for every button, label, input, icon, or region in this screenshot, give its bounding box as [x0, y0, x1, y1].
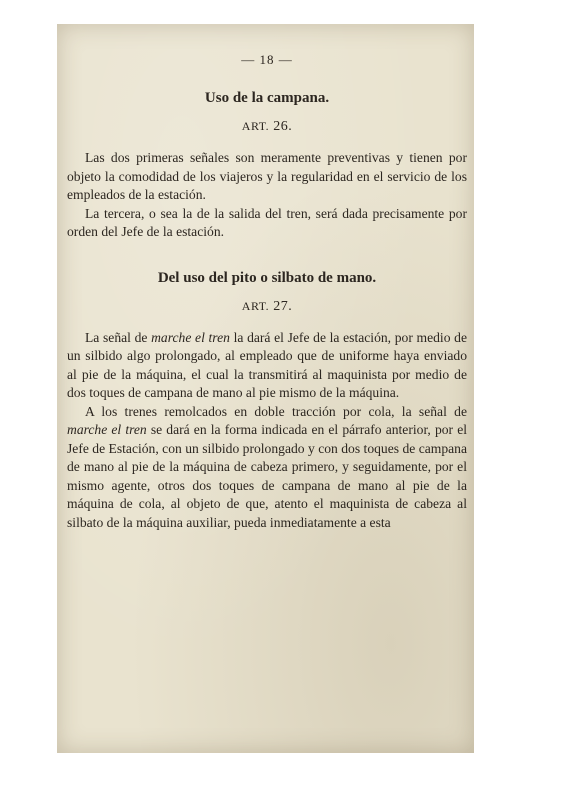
section-gap: [67, 242, 467, 270]
section-heading-pito: Del uso del pito o silbato de mano.: [157, 269, 377, 286]
paragraph: Las dos primeras señales son meramente preventivas y tienen por objeto la comodidad de los viajeros y la regularidad en el servicio de los empleados de la estación.: [67, 150, 467, 202]
article-number: 26.: [273, 119, 293, 134]
paragraph: [67, 403, 467, 533]
italic-phrase: marche el tren: [151, 329, 230, 345]
page-body: [67, 52, 467, 532]
article-26-label: [67, 119, 467, 135]
article-prefix: ART.: [241, 298, 270, 313]
paragraph: La tercera, o sea la de la salida del tren, será dada precisamente por orden del Jefe de la estación.: [67, 205, 467, 239]
article-number: 27.: [273, 298, 293, 314]
paragraph: [67, 329, 467, 403]
article-prefix: ART.: [241, 119, 270, 133]
text-run: A los trenes remolcados en doble tracción por cola, la señal de: [85, 403, 467, 419]
section-heading-campana: Uso de la campana.: [204, 90, 330, 106]
article-27-label: [67, 299, 467, 315]
italic-phrase: marche el tren: [67, 422, 147, 437]
text-run: la dará el Jefe de la estación, por medio de un silbido algo prolongado, al empleado que de uniforme haya enviado al pie de la máquina, el cual la transmitirá al maquinista por medio de dos toques de campana de mano al pie mismo de la máquina.: [67, 329, 468, 400]
text-run: La señal de: [85, 329, 152, 345]
page-number: — 18 —: [241, 52, 293, 67]
text-run: se dará en la forma indicada en el párrafo anterior, por el Jefe de Estación, con un silbido prolongado y con dos toques de campana de mano al pie de la máquina de cabeza primero, y seguidamente, por el mismo agente, otros dos toques de campana de mano al pie de la máquina de cola, al objeto de que, atento el maquinista de cabeza al silbato de la máquina auxiliar, pueda inmediatamente a esta: [67, 422, 467, 530]
scanned-page: [57, 24, 474, 753]
